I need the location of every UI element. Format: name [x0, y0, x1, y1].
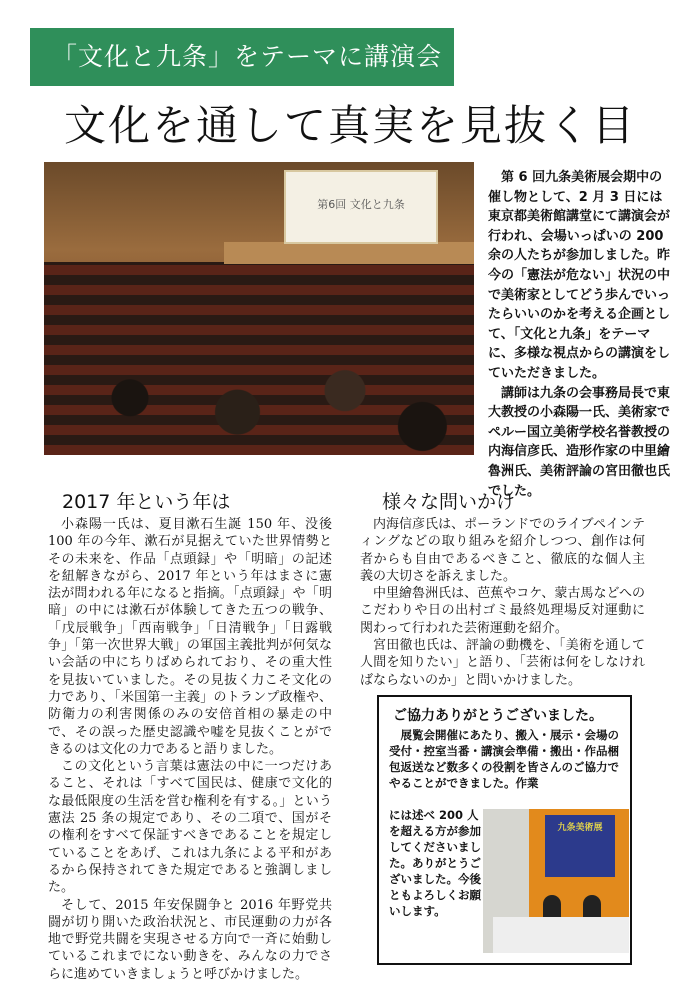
left-column: [48, 516, 332, 983]
body-paragraph: 宮田徹也氏は、評論の動機を、「美術を通して人間を知りたい」と語り、「芸術は何をしなければならないのか」と問いかけました。: [360, 638, 645, 688]
page-title: 文化を通して真実を見抜く目: [63, 101, 636, 150]
intro-text: [488, 168, 670, 501]
exhibition-photo: [483, 809, 629, 953]
thanks-body: 展覧会開催にあたり、搬入・展示・会場の受付・控室当番・講演会準備・搬出・作品梱包返送など数多くの役割を皆さんのご協力でやることができました。作業: [389, 728, 619, 790]
body-paragraph: 小森陽一氏は、夏目漱石生誕 150 年、没後 100 年の今年、漱石が見据えていた世界情勢とその未来を、作品「点頭録」や「明暗」の記述を紐解きながら、2017 年という年はまさに憲法が問われる年になると指摘。「点頭録」や「明暗」の中には漱石が体験してきた五つの戦争、「戊辰戦争」「西南戦争」「日清戦争」「日露戦争」「第一次世界大戦」の軍国主義批判が何気ない会話の中にちりばめられており、その重大性を見抜いていました。その見抜く力こそ文化の力であり、「米国第一主義」のトランプ政権や、防衛力の利害関係のみの安倍首相の暴走の中で、その誤った歴史認識や嘘を見抜くことができるのは文化の力であると語りました。: [48, 517, 332, 757]
body-paragraph: 内海信彦氏は、ポーランドでのライブペインティングなどの取り組みを紹介しつつ、創作は何者からも自由であるべきこと、徹底的な個人主義の大切さを訴えました。: [360, 517, 645, 584]
hall-stage: [224, 242, 474, 264]
theme-banner: 「文化と九条」をテーマに講演会: [30, 28, 454, 86]
thanks-heading: ご協力ありがとうございました。: [393, 708, 603, 724]
thanks-box: [377, 695, 632, 965]
right-column: [360, 516, 645, 689]
hall-screen: [284, 170, 438, 244]
body-paragraph: この文化という言葉は憲法の中に一つだけあること、それは「すべて国民は、健康で文化的な最低限度の生活を営む権利を有する。」という憲法 25 条の規定であり、その二項で、国がその権利をすべて保証すべきであることを規定していることをあげ、これは九条による平和があるから保持されてきた規定であると強調しました。: [48, 759, 332, 896]
hall-audience: [44, 312, 474, 455]
reception-table: [493, 917, 629, 953]
intro-paragraph: 第 6 回九条美術展会期中の催し物として、2 月 3 日には東京都美術館講堂にて講演会が行われ、会場いっぱいの 200 余の人たちが参加しました。昨今の「憲法が危ない」状況の中で美術家としてどう歩んでいったらいいのかを考える企画として、「文化と九条」をテーマに、多様な視点からの講演をしていただきました。: [488, 170, 671, 381]
exhibition-poster: 九条美術展: [545, 815, 615, 877]
screen-text: 第6回 文化と九条: [317, 198, 405, 211]
thanks-body-side: には述べ 200 人を超える方が参加してくださいました。ありがとうございました。今後ともよろしくお願いします。: [389, 808, 481, 918]
section-heading-questions: 様々な問いかけ: [382, 491, 516, 513]
body-paragraph: 中里繪魯洲氏は、芭蕉やコケ、蒙古馬などへのこだわりや日の出村ゴミ最終処理場反対運動に関わって行われた芸術運動を紹介。: [360, 586, 645, 636]
lecture-hall-photo: [44, 162, 474, 455]
section-heading-2017: 2017 年という年は: [62, 491, 231, 513]
body-paragraph: そして、2015 年安保闘争と 2016 年野党共闘が切り開いた政治状況と、市民運動の力が各地で野党共闘を実現させる方向で一斉に始動しているこれまでにない動きを、みんなの力でさらに進めていきましょうと呼びかけました。: [48, 897, 332, 982]
intro-paragraph: 講師は九条の会事務局長で東大教授の小森陽一氏、美術家でペルー国立美術学校名誉教授の内海信彦氏、造形作家の中里繪魯洲氏、美術評論の宮田徹也氏でした。: [488, 385, 671, 499]
